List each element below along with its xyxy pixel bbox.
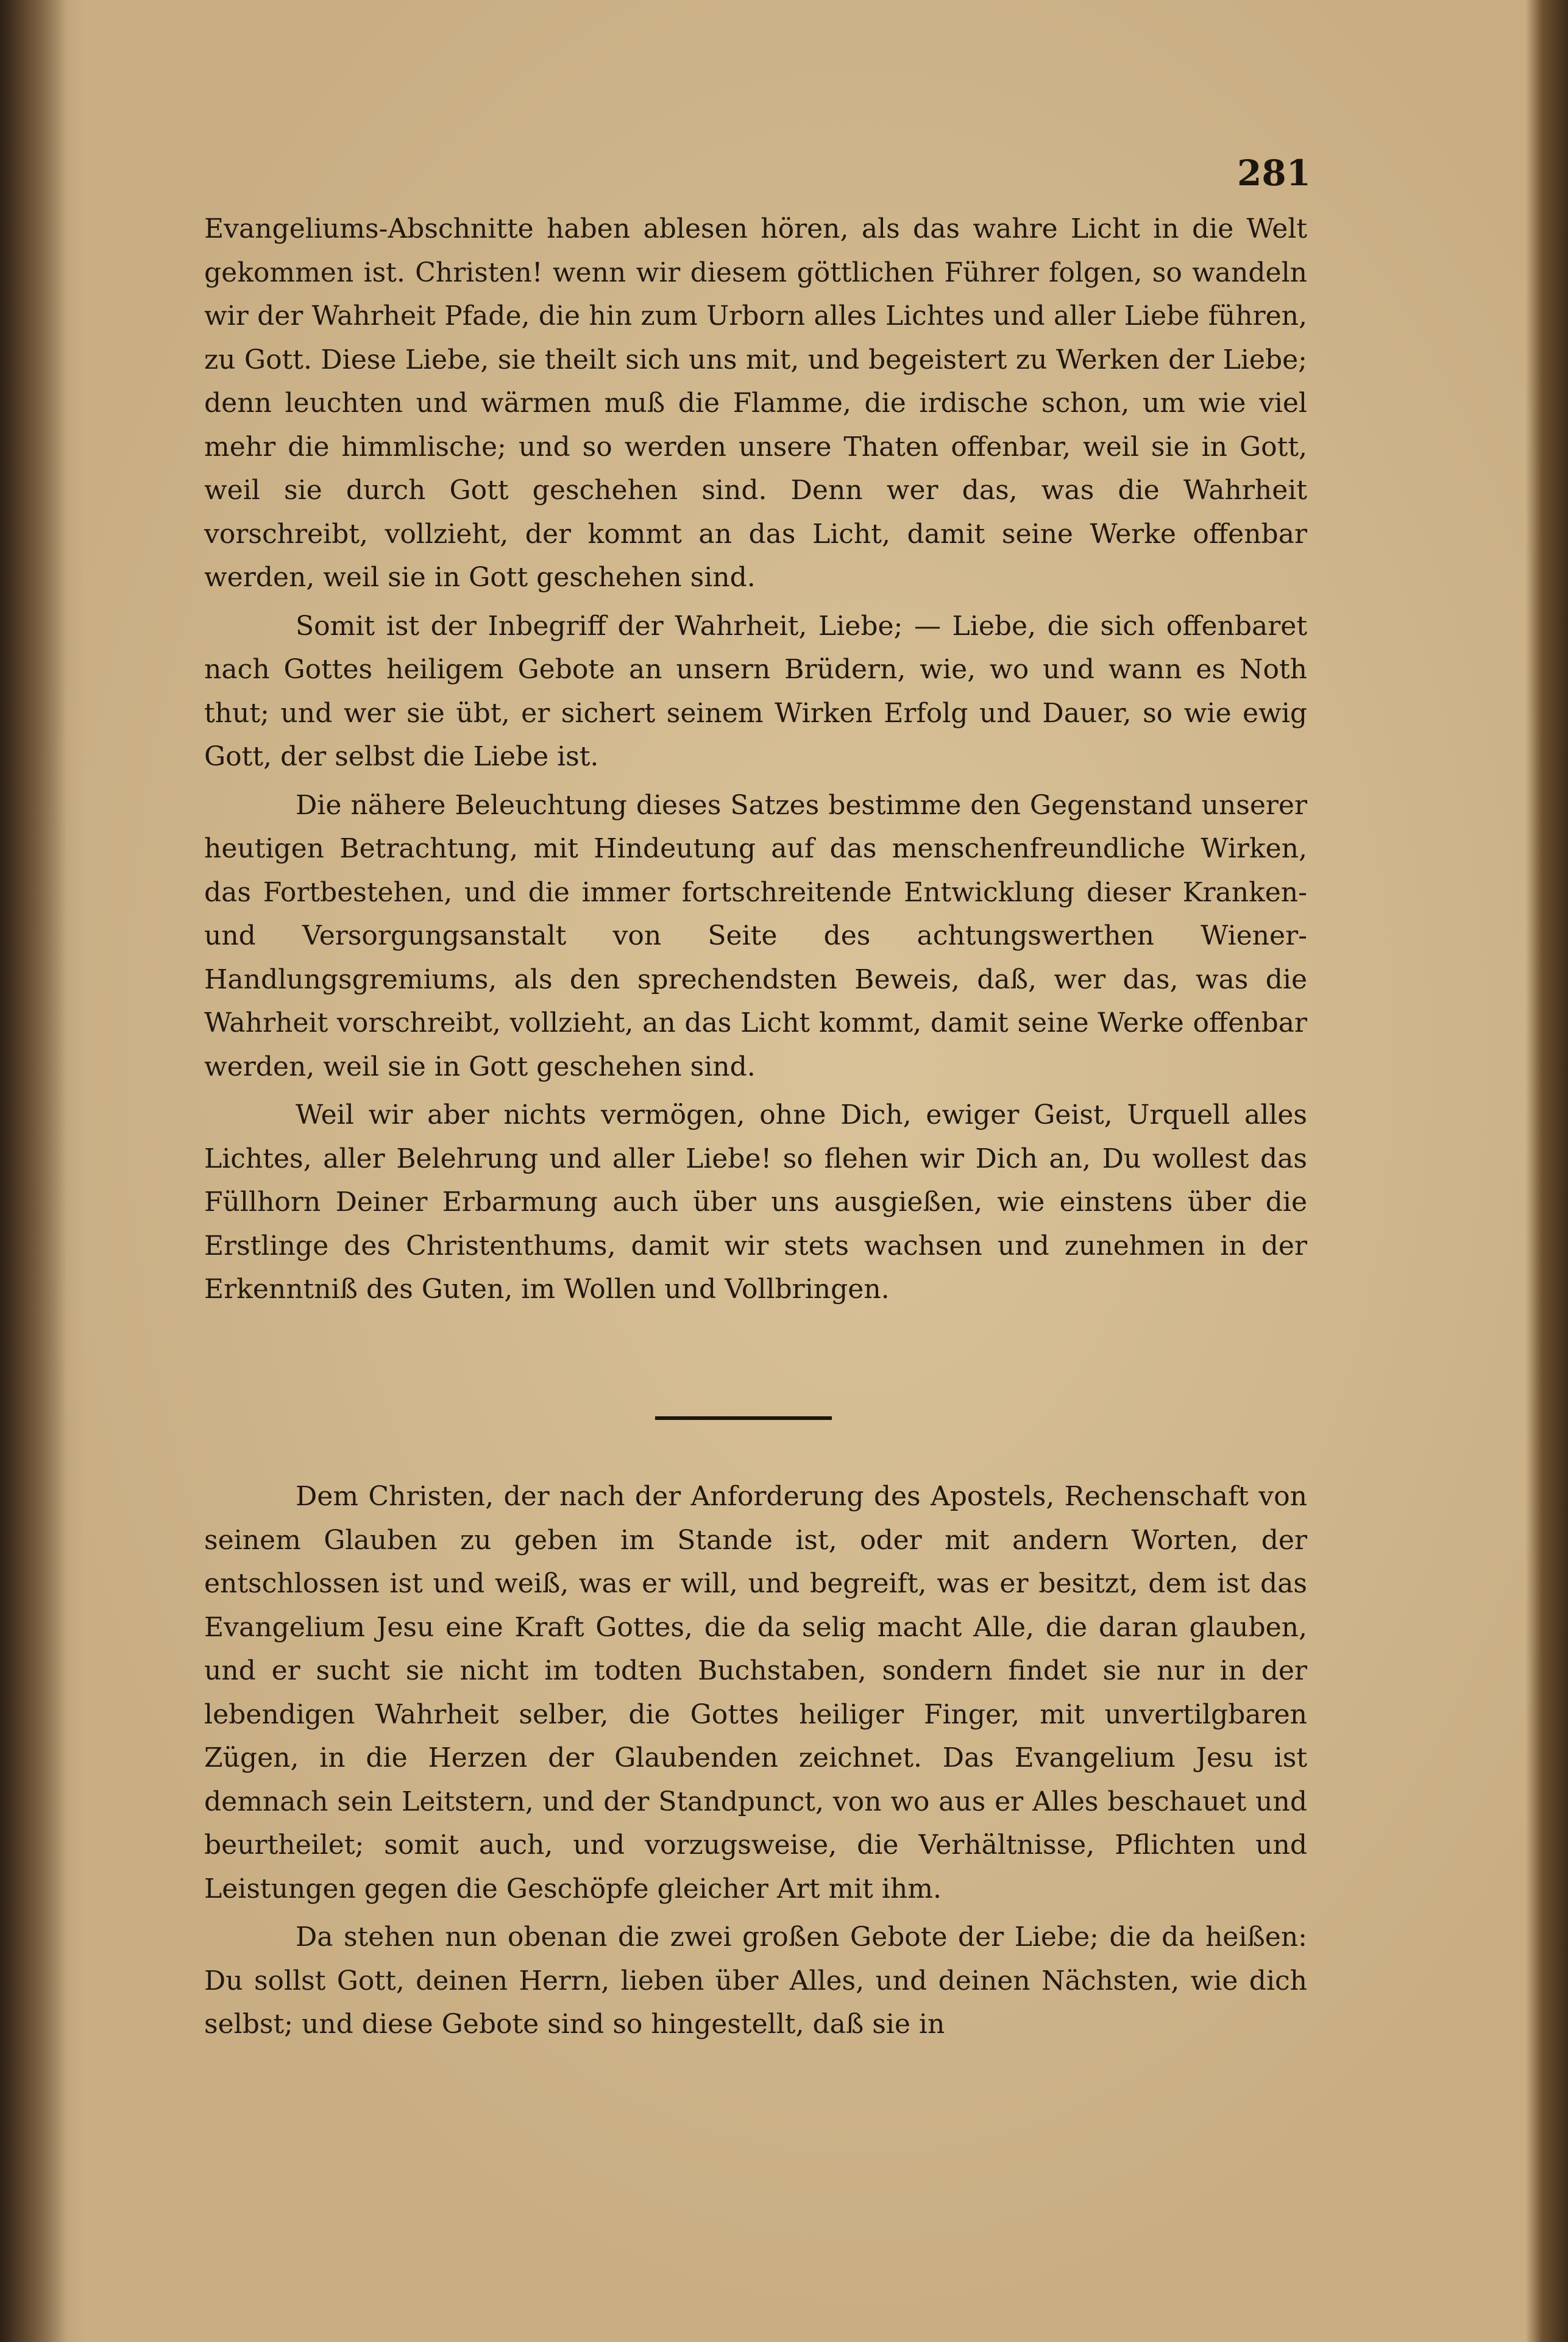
paragraph: Weil wir aber nichts vermögen, ohne Dich, ewiger Geist, Urquell alles Lichtes, aller Belehrung und aller Liebe! so flehen wir Dich an, Du wollest das Füllhorn Deiner Erbarmung auch über uns ausgießen, wie einstens über die Erstlinge des Christenthums, damit wir stets wachsen und zunehmen in der Erkenntniß des Guten, im Wollen und Vollbringen. bbox=[204, 1099, 1307, 1305]
text-section-top bbox=[204, 207, 1307, 1316]
text-section-bottom bbox=[204, 1475, 1307, 2051]
book-gutter bbox=[0, 0, 67, 2342]
paragraph: Die nähere Beleuchtung dieses Satzes bestimme den Gegenstand unserer heutigen Betrachtung, mit Hindeutung auf das menschenfreundliche Wirken, das Fortbestehen, und die immer fortschreitende Entwicklung dieser Kranken- und Versorgungsanstalt von Seite des achtungswerthen Wiener-Handlungsgremiums, als den sprechendsten Beweis, daß, wer das, was die Wahrheit vorschreibt, vollzieht, an das Licht kommt, damit seine Werke offenbar werden, weil sie in Gott geschehen sind. bbox=[204, 789, 1307, 1082]
paragraph: Somit ist der Inbegriff der Wahrheit, Liebe; — Liebe, die sich offenbaret nach Gottes heiligem Gebote an unsern Brüdern, wie, wo und wann es Noth thut; und wer sie übt, er sichert seinem Wirken Erfolg und Dauer, so wie ewig Gott, der selbst die Liebe ist. bbox=[204, 610, 1307, 772]
page-number: 281 bbox=[1237, 152, 1311, 194]
page-edge bbox=[1525, 0, 1568, 2342]
paragraph: Da stehen nun obenan die zwei großen Gebote der Liebe; die da heißen: Du sollst Gott, deinen Herrn, lieben über Alles, und deinen Nächsten, wie dich selbst; und diese Gebote sind so hingestellt, daß sie in bbox=[204, 1922, 1307, 2040]
section-divider bbox=[655, 1416, 832, 1420]
paragraph-continuation: Evangeliums-Abschnitte haben ablesen hören, als das wahre Licht in die Welt gekommen ist. Christen! wenn wir diesem göttlichen Führer folgen, so wandeln wir der Wahrheit Pfade, die hin zum Urborn alles Lichtes und aller Liebe führen, zu Gott. Diese Liebe, sie theilt sich uns mit, und begeistert zu Werken der Liebe; denn leuchten und wärmen muß die Flamme, die irdische schon, um wie viel mehr die himmlische; und so werden unsere Thaten offenbar, weil sie in Gott, weil sie durch Gott geschehen sind. Denn wer das, was die Wahrheit vorschreibt, vollzieht, der kommt an das Licht, damit seine Werke offenbar werden, weil sie in Gott geschehen sind. bbox=[204, 213, 1307, 593]
paragraph: Dem Christen, der nach der Anforderung des Apostels, Rechenschaft von seinem Glauben zu geben im Stande ist, oder mit andern Worten, der entschlossen ist und weiß, was er will, und begreift, was er besitzt, dem ist das Evangelium Jesu eine Kraft Gottes, die da selig macht Alle, die daran glauben, und er sucht sie nicht im todten Buchstaben, sondern findet sie nur in der lebendigen Wahrheit selber, die Gottes heiliger Finger, mit unvertilgbaren Zügen, in die Herzen der Glaubenden zeichnet. Das Evangelium Jesu ist demnach sein Leitstern, und der Standpunct, von wo aus er Alles beschauet und beurtheilet; somit auch, und vorzugsweise, die Verhältnisse, Pflichten und Leistungen gegen die Geschöpfe gleicher Art mit ihm. bbox=[204, 1481, 1307, 1904]
